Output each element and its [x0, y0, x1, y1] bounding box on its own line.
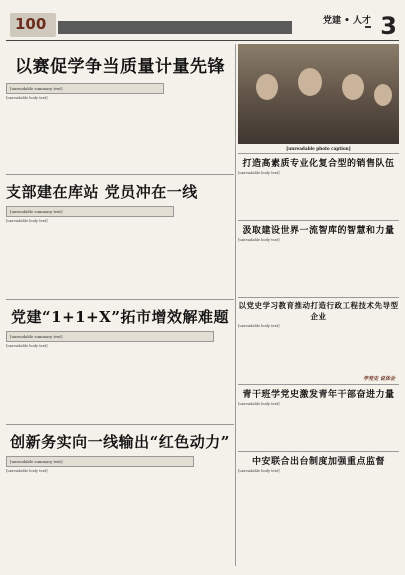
right-article-2-body: [unreadable body text]	[238, 238, 280, 242]
section-rule	[238, 451, 399, 452]
article-1	[6, 44, 234, 172]
photo-figure	[256, 74, 278, 100]
article-4	[6, 427, 234, 567]
article-1-headline: 以赛促学争当质量计量先锋	[15, 57, 225, 77]
section-rule	[6, 299, 234, 300]
section-rule	[238, 220, 399, 221]
page-number: 3	[380, 12, 397, 40]
right-article-2	[238, 223, 399, 295]
photo-caption: [unreadable photo caption]	[286, 146, 351, 151]
article-2-headline: 支部建在库站 党员冲在一线	[6, 183, 198, 201]
article-3-body: [unreadable body text]	[6, 344, 48, 348]
photo-figure	[298, 68, 322, 96]
right-article-4	[238, 387, 399, 449]
group-photo	[238, 44, 399, 144]
article-3-headline: 党建“1+1+X”拓市增效解难题	[11, 308, 229, 326]
article-1-body: [unreadable body text]	[6, 96, 48, 100]
masthead	[6, 12, 399, 41]
article-4-headline: 创新务实向一线输出“红色动力”	[10, 433, 230, 451]
right-article-5-headline: 中安联合出台制度加强重点监督	[251, 457, 385, 467]
anniversary-number: 100	[15, 15, 47, 33]
right-article-3-headline: 以党史学习教育推动打造行政工程技术先导型企业	[238, 301, 399, 321]
right-article-4-headline: 青干班学党史激发青年干部奋进力量	[242, 390, 395, 400]
right-column	[238, 44, 399, 566]
column-tag: 学党史 说体会	[363, 376, 395, 382]
section-title: 党建 • 人才	[322, 16, 371, 26]
right-article-3-body: [unreadable body text]	[238, 324, 280, 328]
photo-figure	[374, 84, 392, 106]
column-divider	[235, 44, 236, 566]
article-3-summary: [unreadable summary text]	[6, 331, 214, 342]
section-rule	[238, 153, 399, 154]
right-article-5	[238, 454, 399, 504]
paper-name	[365, 26, 371, 28]
anniversary-logo	[10, 13, 56, 37]
right-article-2-headline: 汲取建设世界一流智库的智慧和力量	[242, 226, 395, 236]
right-article-1	[238, 156, 399, 218]
masthead-banner	[58, 21, 292, 34]
article-2-summary: [unreadable summary text]	[6, 206, 174, 217]
right-article-4-body: [unreadable body text]	[238, 402, 280, 406]
right-article-3	[238, 300, 399, 382]
article-2	[6, 177, 234, 297]
right-article-1-body: [unreadable body text]	[238, 171, 280, 175]
right-article-1-headline: 打造高素质专业化复合型的销售队伍	[242, 159, 395, 169]
left-column	[6, 44, 234, 566]
section-rule	[6, 424, 234, 425]
right-article-5-body: [unreadable body text]	[238, 469, 280, 473]
photo-figure	[342, 74, 364, 100]
article-1-summary: [unreadable summary text]	[6, 83, 164, 94]
section-rule	[238, 384, 399, 385]
top-line	[6, 4, 399, 12]
article-4-body: [unreadable body text]	[6, 469, 48, 473]
section-rule	[238, 297, 399, 298]
article-2-body: [unreadable body text]	[6, 219, 48, 223]
article-3	[6, 302, 234, 422]
section-rule	[6, 174, 234, 175]
article-4-summary: [unreadable summary text]	[6, 456, 194, 467]
